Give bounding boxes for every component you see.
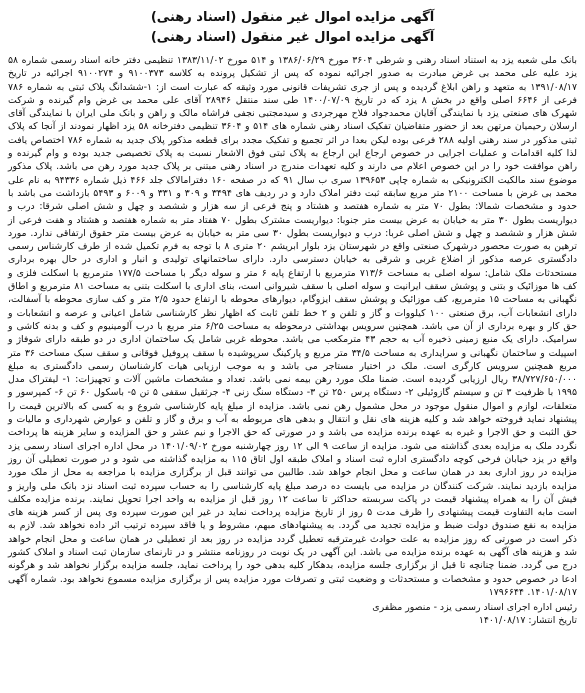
- notice-title: آگهی مزایده اموال غیر منقول (اسناد رهنی): [150, 10, 435, 25]
- notice-subtitle: آگهی مزایده اموال غیر منقول (اسناد رهنی): [150, 30, 435, 45]
- signature-line: رئیس اداره اجرای اسناد رسمی یزد - منصور مظفری: [372, 602, 577, 614]
- notice-body: بانک ملی شعبه یزد به استناد اسناد رهنی و شرطی ۳۶۰۴ مورخ ۱۳۸۶/۰۶/۲۹ و ۵۱۴ مورخ ۱۳۸۳/۱۱/۰۲ تنظیمی دفتر خانه اسناد رسمی شماره ۵۸ یزد علیه علی محمد بی غرض مبادرت به صدور اجرائیه نموده که پس از تشکیل پرونده به کلاسه ۹۱۰۰۳۷۳ و ۹۱۰۰۲۷۴ اجرائیه در تاریخ ۱۳۹۱/۰۸/۱۷ به متعهد و راهن ابلاغ گردیده و پس از جری تشریفات قانونی مورد وثیقه که عبارت است از: ۱-ششدانگ پلاک ثبتی به شماره ۷۸۶ فرعی از ۶۶۴۶ اصلی واقع در بخش ۸ یزد که در تاریخ ۱۴۰۰/۰۷/۰۹ طی سند منتقل ۲۸۹۴۶ آقای علی محمد بی غرض وام گیرنده و شرکت شهرک های صنعتی یزد با نمایندگی آقایان محمدجواد فلاح مهرجردی و سیدمجتبی نجفی فراشاه مالک و راهن و بانک ملی ایران با نمایندگی آقای ارسلان رحیمیان مرتهن بعد از حضور متقاضیان تفکیک اسناد رهنی شماره های ۵۱۴ و ۳۶۰۴ تنظیمی دفترخانه ۵۸ یزد اظهار نمودند از آنجا که پلاک ثبتی مذکور در سند رهنی اولیه ۲۸۸ فرعی بوده لیکن بعدا در اثر تجمیع و تفکیک مجدد برای قطعه مذکور پلاک جدید به شماره ۷۸۶ اختصاص یافت لذا کلیه اقدامات و عملیات اجرایی در خصوص ارجاع این ارجاع به پلاک ثبتی فوق الاشعار نسبت به پلاک تخصیصی جدید بوده و وام گیرنده و راهن موافقت خود را در این خصوص اعلام می دارند و کلیه تعهدات مندرج در اسناد رهنی مبتنی بر پلاک جدید مورد رهن می باشد. پلاک مذکور موضوع سند مالکیت الکترونیکی به شماره چاپی ۱۳۹۶۵۳ سری ب سال ۹۱ که در صفحه ۱۶۰ دفترامالاک جلد ۴۶۶ ذیل شماره ۹۴۳۳۶ به نام علی محمد بی غرض با مساحت ۲۱۰۰ متر مربع سابقه ثبت دفتر املاک دارد و در ردیف های ۳۴۹۴ و ۳۰۹ و ۳۳۱ و ۶۰۰۹ و ۵۴۹۳ بازداشت می باشد با حدود و مشخصات شمالا: بطول ۷۰ متر به شماره هفتصد و هشتاد و پنج فرعی از سه هزار و ششصد و چهل و شش اصلی شرقا: درب و دیواریست بطول ۳۰ متر به خیابان به عرض بیست متر جنوبا: دیواریست مشترک بطول ۷۰ هفتاد متر به شماره هفتصد و هشتاد و هفت فرعی از شش هزار و ششصد و چهل و شش اصلی غربا: درب و دیواریست بطول ۳۰ سی متر به خیابان به عرض بیست متر حقوق ارتفاقی ندارد. مورد ترهین به صورت محصور درشهرک صنعتی واقع در شهرستان یزد بلوار ابریشم ۲۰ متری ۸ با توجه به فرم تکمیل شده از طرف کارشناس رسمی دادگستری عرصه مذکور از اضلاع غربی و شرقی به خیابان دسترسی دارد. دارای ساختمانهای تولیدی و انبار و اداری در حال بهره برداری مستحدثات ملک شامل: سوله اصلی به مساحت ۷۱۳/۶ مترمربع با ارتفاع پایه ۶ متر و سوله دیگر با مساحت ۱۷۷/۵ مترمربع با اسکلت فلزی و کف ها موزائیک و بتنی و پوشش سقف ایرانیت و سوله اصلی با سقف شیروانی است، بنای اداری با اسکلت بتنی به مساحت ۸۱ مترمربع و اطاق نگهبانی به مساحت ۱۵ مترمربع، کف موزائیک و پوشش سقف ایزوگام، دیوارهای محوطه با ارتفاع حدود ۲/۵ متر و کف سازی محوطه با آسفالت، دارای انشعابات آب، برق صنعتی ۱۰۰ کیلووات و گاز و تلفن و ۲ خط تلفن ثابت که اظهار نظر کارشناسی شامل اعیانی و عرصه و انشعابات و حق کار و بهره برداری از آن می باشد. همچنین سرویس بهداشتی درمحوطه به مساحت ۶/۲۵ متر مربع با درب آلومینیوم و کف و بدنه کاشی و سرامیک. دارای یک منبع زمینی ذخیره آب به حجم ۴۳ مترمکعب می باشد. محوطه غربی شامل یک ساختمان اداری در دو طبقه دارای شوفاژ و اسپیلت و ساختمان نگهبانی و سرایداری به مساحت ۳۴/۵ متر مربع و پارکینگ سرپوشیده با سقف پروفیل فوقانی و سقف سبک مساحت ۳۶ متر مربع همچنین سرویس کارگری است. ملک در اختیار مستاجر می باشد و به موجب ارزیابی هیات کارشناسان رسمی دادگستری به مبلغ ۳۸/۷۲۷/۶۵۰/۰۰۰ ریال ارزیابی گردیده است. ضمنا ملک مورد رهن بیمه نمی باشد. تعداد و مشخصات ماشین آلات و تجهیزات: ۱- لیفتراک مدل ۱۹۹۵ با ظرفیت ۳ تن و سیستم گازوئیلی ۲- دستگاه پرس ۲۵۰ تن ۳- دستگاه سنگ زنی ۴- جرثقیل سقفی ۵ تن ۵- باسکول ۶۰ تن ۶- کمپرسور و متعلقات، لوازم و اموال منقول موجود در محل مشمول رهن نمی باشد. مزایده از مبلغ پایه کارشناسی شروع و به کسی که بالاترین قیمت را پیشنهاد نماید فروخته خواهد شد و کلیه هزینه های نقل و انتقال و بدهی های مربوطه به آب و برق و گاز و تلفن و عوارض شهرداری و مالیات و حق الثبت و حق الاجرا و غیره به عهده برنده مزایده می باشد و در صورتی که حق الاجرا و نیم عشر و حق المزایده و سایر هزینه ها پرداخت نگردد ملک به مزایده بعدی گذاشته می شود. مزایده از ساعت ۹ الی ۱۲ روز چهارشنبه مورخ ۱۴۰۱/۰۹/۰۲ در محل اداره اجرای اسناد رسمی یزد واقع در یزد خیابان فرخی کوچه دادگستری اداره ثبت اسناد و املاک طبقه اول اتاق ۱۱۵ به مزایده گذاشته می شود و در صورت تعطیلی آن روز مزایده در روز اداری بعد در همان ساعت و محل انجام خواهد شد. طالبین می توانند قبل از برگزاری مزایده با مراجعه به محل از ملک مورد مزایده بازدید نمایند. شرکت کنندگان در مزایده می بایست ده درصد مبلغ پایه کارشناسی را به حساب سپرده ثبت اسناد نزد بانک ملی واریز و فیش آن را به همراه پیشنهاد قیمت در پاکت سربسته حداکثر تا ساعت ۱۲ روز قبل از مزایده به واحد اجرا تحویل نمایند. برنده مزایده مکلف است مابه التفاوت قیمت پیشنهادی را ظرف مدت ۵ روز از تاریخ مزایده پرداخت نماید در غیر این صورت سپرده وی پس از کسر هزینه های مزایده به نفع صندوق دولت ضبط و مزایده تجدید می گردد. به پیشنهادهای مبهم، مشروط و یا فاقد سپرده ترتیب اثر داده نخواهد شد. لازم به ذکر است در صورتی که روز مزایده به علت حوادث غیرمترقبه تعطیل گردد مزایده در روز بعد از تعطیلی در همان ساعت و محل انجام خواهد شد و هزینه های آگهی به عهده برنده مزایده می باشد. این آگهی در یک نوبت در روزنامه منتشر و در تارنمای سازمان ثبت اسناد و املاک کشور درج می گردد. ضمنا چنانچه تا قبل از برگزاری جلسه مزایده، بدهکار کلیه بدهی خود را پرداخت نماید، جلسه مزایده برگزار نخواهد شد و هرگونه ادعا در خصوص حدود و مشخصات و مستحدثات و وضعیت ثبتی و تصرفات مورد مزایده پس از برگزاری مزایده مسموع نخواهد بود. شماره آگهی ۱۴۰۱/۰۸/۱۷. ۱۷۹۶۶۴۴: [8, 55, 578, 598]
- notice-footer: [8, 601, 577, 628]
- publication-date: تاریخ انتشار: ۱۴۰۱/۰۸/۱۷: [478, 615, 577, 627]
